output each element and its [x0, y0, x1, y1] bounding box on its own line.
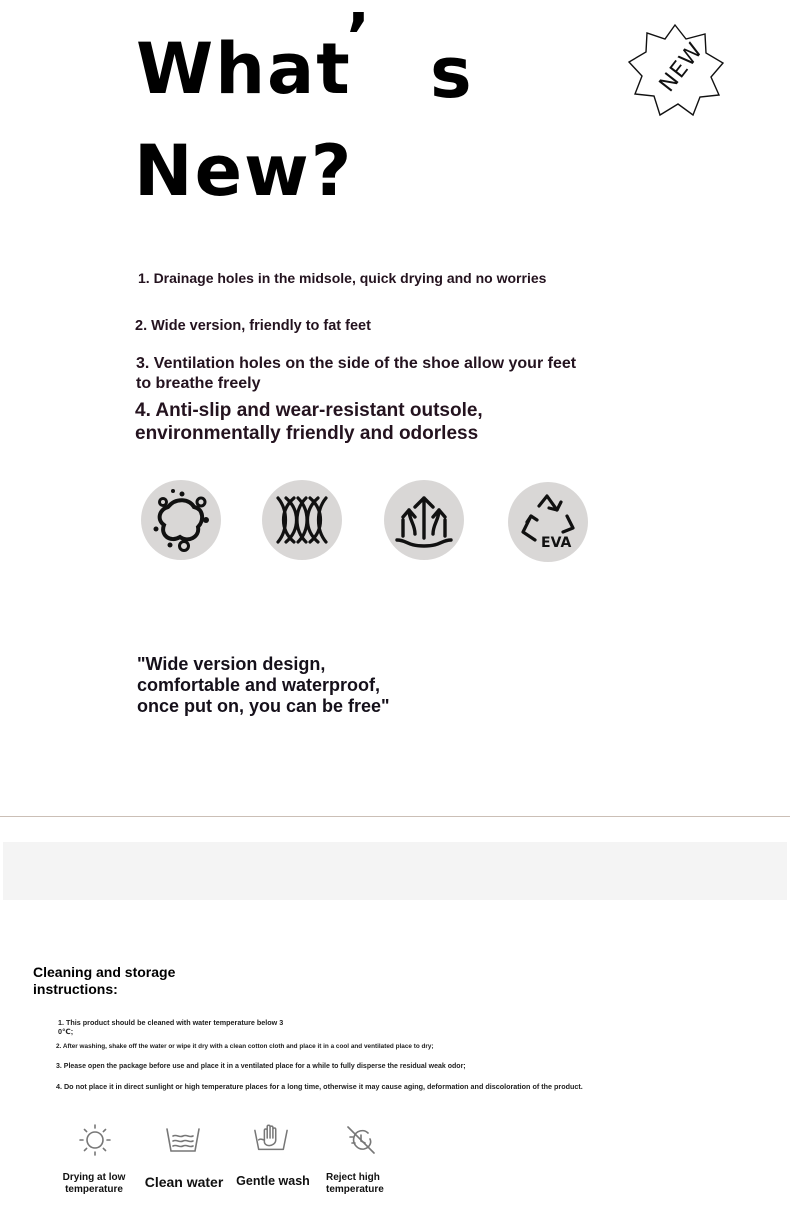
ventilation-icon	[393, 490, 455, 550]
ventilation-icon-circle	[384, 480, 464, 560]
care-label-drying: Drying at low temperature	[62, 1172, 126, 1195]
care-label-clean-water: Clean water	[144, 1174, 224, 1190]
care-item-1-cont: 0℃;	[58, 1027, 74, 1036]
eva-recycle-icon-circle	[508, 482, 588, 562]
new-badge-text: NEW	[654, 38, 709, 97]
sun-icon	[78, 1123, 112, 1157]
water-basin-icon-wrap	[165, 1123, 201, 1157]
feature-4: 4. Anti-slip and wear-resistant outsole, environmentally friendly and odorless	[135, 400, 483, 444]
wide-mesh-icon-circle	[262, 480, 342, 560]
feature-1: 1. Drainage holes in the midsole, quick drying and no worries	[138, 270, 547, 286]
hero-title-apostrophe: ’	[346, 1, 373, 75]
care-item-3: 3. Please open the package before use and place it in a ventilated place for a while to fully disperse the residual weak odor;	[56, 1063, 466, 1070]
care-item-4: 4. Do not place it in direct sunlight or high temperature places for a long time, otherwise it may cause aging, deformation and discoloration of the product.	[56, 1082, 583, 1091]
eva-recycle-icon	[517, 492, 579, 552]
wide-mesh-icon	[274, 492, 330, 548]
gray-band	[3, 842, 787, 900]
drainage-icon	[146, 485, 216, 555]
new-badge	[624, 22, 726, 122]
care-title: Cleaning and storage instructions:	[33, 964, 176, 997]
care-label-gentle-wash: Gentle wash	[236, 1174, 310, 1188]
hero-title-word: What	[136, 28, 352, 110]
water-basin-icon	[165, 1125, 201, 1155]
feature-2: 2. Wide version, friendly to fat feet	[135, 318, 371, 334]
hero-title-s: s	[430, 32, 474, 114]
feature-3: 3. Ventilation holes on the side of the shoe allow your feet to breathe freely	[136, 355, 577, 392]
sun-icon-wrap	[77, 1123, 113, 1157]
care-item-2: 2. After washing, shake off the water or wipe it dry with a clean cotton cloth and place it in a cool and ventilated place to dry;	[56, 1043, 434, 1050]
drainage-icon-circle	[141, 480, 221, 560]
hero-title-line2: New?	[134, 130, 354, 212]
no-heat-icon	[344, 1123, 378, 1157]
eva-label: EVA	[541, 535, 572, 551]
section-divider	[0, 816, 790, 817]
hand-wash-icon-wrap	[253, 1121, 289, 1155]
hand-wash-icon	[253, 1122, 289, 1154]
care-label-reject-heat: Reject high temperature	[326, 1172, 384, 1195]
no-heat-icon-wrap	[343, 1123, 379, 1157]
quote-text: "Wide version design, comfortable and waterproof, once put on, you can be free"	[137, 654, 390, 716]
care-item-1: 1. This product should be cleaned with water temperature below 3	[58, 1018, 284, 1027]
